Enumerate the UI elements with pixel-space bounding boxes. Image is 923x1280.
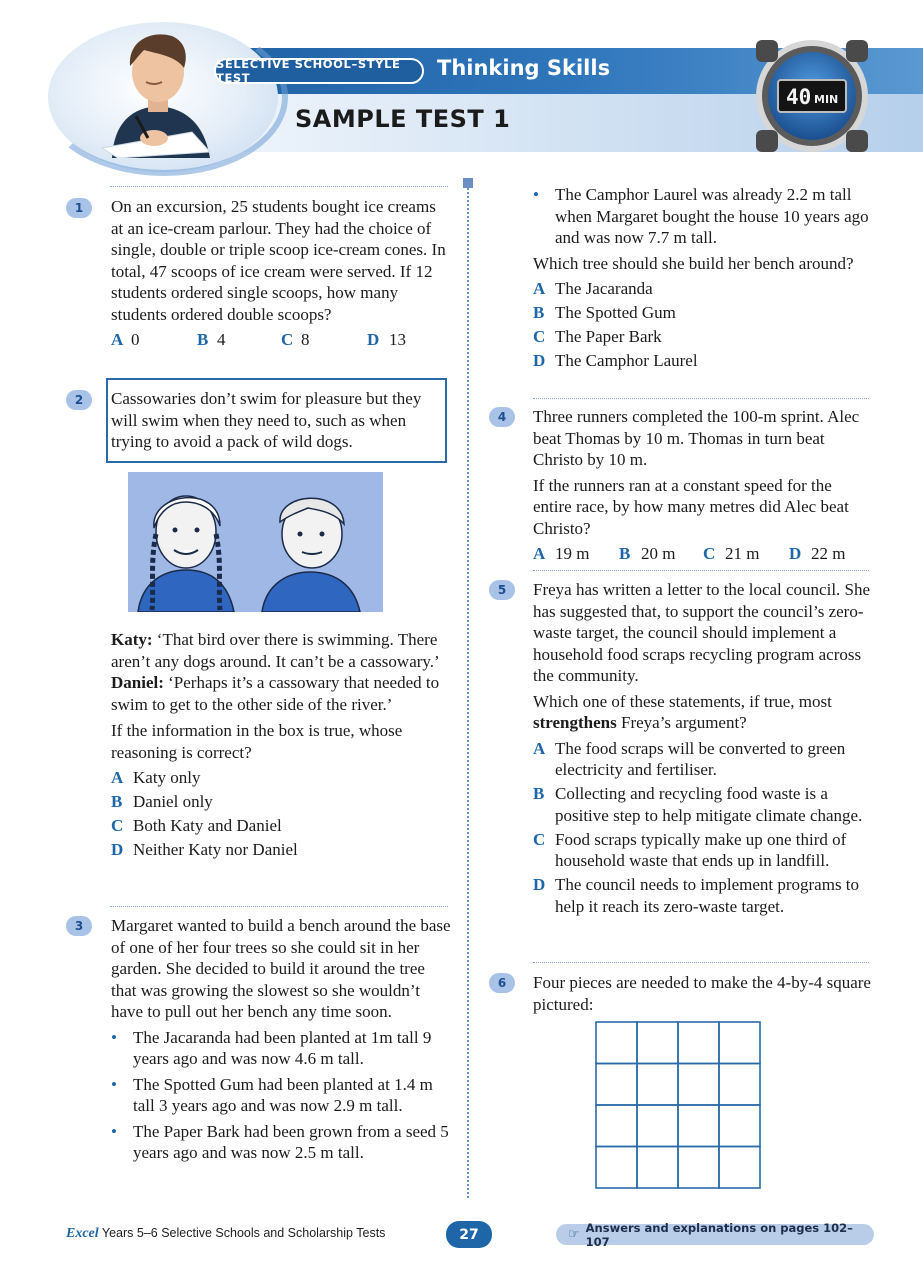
bullet-jacaranda: • The Jacaranda had been planted at 1m tall 9 years ago and was now 4.6 m tall.	[111, 1027, 432, 1068]
option-a[interactable]: A The food scraps will be converted to green electricity and fertiliser.	[533, 738, 846, 779]
option-c[interactable]: C 8	[281, 330, 310, 349]
option-b[interactable]: B 20 m	[619, 544, 676, 563]
option-d[interactable]: D The Camphor Laurel	[533, 351, 698, 370]
bullet-camphor-laurel: • The Camphor Laurel was already 2.2 m tall when Margaret bought the house 10 years ago and was now 7.7 m tall.	[533, 185, 869, 247]
grid-cell	[678, 1022, 719, 1064]
question-number-5: 5	[489, 580, 515, 600]
grid-cell	[596, 1022, 637, 1064]
question-2-box-text: Cassowaries don’t swim for pleasure but they will swim when they need to, such as when trying to avoid a pack of wild dogs.	[111, 389, 422, 451]
option-a[interactable]: A Katy only	[111, 768, 201, 787]
grid-cell	[719, 1064, 760, 1106]
daniel-statement: Daniel: ‘Perhaps it’s a cassowary that needed to swim to get to the other side of the river.’	[111, 673, 440, 714]
separator	[533, 570, 869, 571]
four-by-four-grid	[595, 1021, 761, 1189]
subject-title: Thinking Skills	[437, 56, 611, 80]
test-type-badge: SELECTIVE SCHOOL–STYLE TEST	[214, 58, 424, 84]
page-number: 27	[446, 1221, 492, 1248]
timer-icon	[752, 36, 872, 156]
grid-cell	[596, 1105, 637, 1147]
option-c[interactable]: C Food scraps typically make up one third of household waste that ends up in landfill.	[533, 829, 847, 870]
grid-cell	[637, 1022, 678, 1064]
question-1-options	[111, 329, 451, 351]
answers-reference: ☞ Answers and explanations on pages 102–107	[556, 1224, 874, 1245]
question-4-text: Three runners completed the 100-m sprint. Alec beat Thomas by 10 m. Thomas in turn beat Christo by 10 m.	[533, 407, 860, 469]
question-3-prompt: Which tree should she build her bench around?	[533, 253, 854, 273]
option-c[interactable]: C The Paper Bark	[533, 327, 662, 346]
student-writing-illustration	[92, 26, 222, 158]
separator	[533, 398, 869, 399]
question-6-text: Four pieces are needed to make the 4-by-4 square pictured:	[533, 973, 871, 1014]
grid-cell	[719, 1105, 760, 1147]
question-number-4: 4	[489, 407, 515, 427]
pointing-hand-icon: ☞	[568, 1227, 580, 1242]
option-a[interactable]: A The Jacaranda	[533, 279, 653, 298]
question-4-prompt: If the runners ran at a constant speed for the entire race, by how many metres did Alec beat Christo?	[533, 475, 849, 538]
question-3	[111, 915, 451, 1168]
separator	[110, 906, 448, 907]
option-b[interactable]: B 4	[197, 330, 226, 349]
katy-daniel-illustration	[128, 472, 383, 612]
question-1-text: On an excursion, 25 students bought ice creams at an ice-cream parlour. They had the choice of single, double or triple scoop ice-cream cones. In total, 47 scoops of ice cream were served. If 12 students ordered single scoops, how many students ordered double scoops?	[111, 197, 446, 324]
question-4	[533, 406, 873, 565]
question-3-continued	[533, 184, 873, 374]
option-d[interactable]: D The council needs to implement programs to help it reach its zero-waste target.	[533, 875, 860, 916]
option-c[interactable]: C 21 m	[703, 544, 760, 563]
grid-cell	[678, 1105, 719, 1147]
option-b[interactable]: B Daniel only	[111, 792, 213, 811]
question-5-text: Freya has written a letter to the local council. She has suggested that, to support the council’s zero-waste target, the council should implement a household food scraps recycling program across the community.	[533, 580, 871, 685]
katy-statement: Katy: ‘That bird over there is swimming. There aren’t any dogs around. It can’t be a cassowary.’	[111, 630, 440, 671]
option-d[interactable]: D Neither Katy nor Daniel	[111, 840, 298, 859]
grid-cell	[719, 1022, 760, 1064]
question-5	[533, 579, 873, 920]
option-a[interactable]: A 19 m	[533, 544, 590, 563]
grid-cell	[719, 1147, 760, 1189]
option-b[interactable]: B The Spotted Gum	[533, 303, 676, 322]
grid-cell	[596, 1147, 637, 1189]
bullet-spotted-gum: • The Spotted Gum had been planted at 1.4 m tall 3 years ago and was now 2.9 m tall.	[111, 1074, 433, 1115]
option-b[interactable]: B Collecting and recycling food waste is a positive step to help mitigate climate change.	[533, 784, 863, 825]
footer-book-title: Excel Years 5–6 Selective Schools and Scholarship Tests	[66, 1226, 386, 1241]
grid-cell	[678, 1147, 719, 1189]
option-d[interactable]: D 22 m	[789, 544, 846, 563]
question-4-options	[533, 543, 873, 565]
question-number-2: 2	[66, 390, 92, 410]
timer-unit: MIN	[814, 93, 839, 106]
option-a[interactable]: A 0	[111, 330, 140, 349]
question-5-prompt: Which one of these statements, if true, most strengthens Freya’s argument?	[533, 691, 832, 732]
page-title: SAMPLE TEST 1	[295, 105, 511, 133]
question-2-prompt: If the information in the box is true, whose reasoning is correct?	[111, 721, 403, 762]
separator	[110, 186, 448, 187]
grid-cell	[637, 1147, 678, 1189]
bullet-paper-bark: • The Paper Bark had been grown from a seed 5 years ago and was now 2.5 m tall.	[111, 1121, 449, 1162]
column-divider-cap	[463, 178, 473, 188]
grid-cell	[678, 1064, 719, 1106]
question-number-3: 3	[66, 916, 92, 936]
timer-value: 40	[786, 85, 812, 109]
grid-cell	[596, 1064, 637, 1106]
separator	[533, 962, 869, 963]
question-3-text: Margaret wanted to build a bench around the base of one of her four trees so she could sit in her garden. She decided to build it around the tree that was growing the slowest so she wouldn’t have to pull out her bench any time soon.	[111, 916, 451, 1021]
question-number-1: 1	[66, 198, 92, 218]
column-divider	[467, 188, 469, 1198]
grid-cell	[637, 1064, 678, 1106]
option-d[interactable]: D 13	[367, 330, 406, 349]
question-number-6: 6	[489, 973, 515, 993]
question-1	[111, 196, 451, 351]
option-c[interactable]: C Both Katy and Daniel	[111, 816, 282, 835]
grid-cell	[637, 1105, 678, 1147]
question-2	[111, 629, 451, 863]
